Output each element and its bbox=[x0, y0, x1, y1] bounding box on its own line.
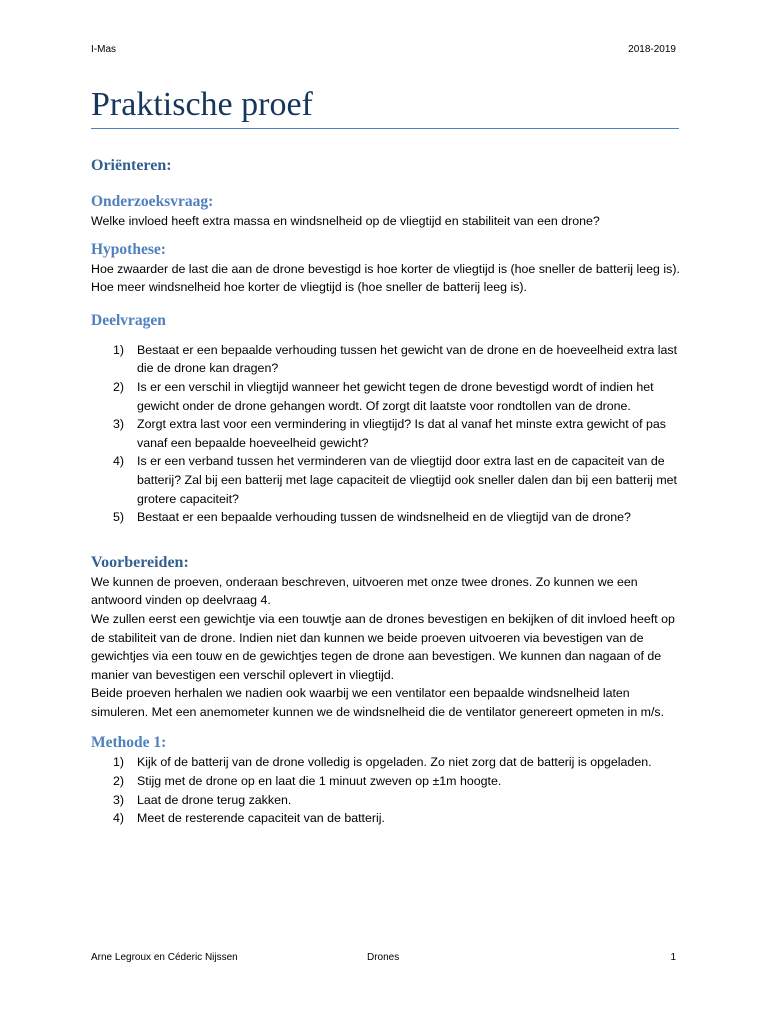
header-right: 2018-2019 bbox=[628, 44, 676, 55]
header-left: I-Mas bbox=[91, 44, 116, 55]
list-text: Is er een verschil in vliegtijd wanneer het gewicht tegen de drone bevestigd wordt of indien het gewicht onder de drone gehangen wordt. Of zorgt dit laatste voor rondtollen van de drone. bbox=[137, 379, 654, 413]
list-item bbox=[91, 508, 681, 527]
list-text: Bestaat er een bepaalde verhouding tussen de windsnelheid en de vliegtijd van de drone? bbox=[137, 510, 631, 525]
list-number: 5) bbox=[113, 510, 125, 525]
footer-authors: Arne Legroux en Céderic Nijssen bbox=[91, 952, 238, 963]
onderzoeksvraag-text: Welke invloed heeft extra massa en windsnelheid op de vliegtijd en stabiliteit van een drone? bbox=[91, 214, 600, 228]
heading-methode-1: Methode 1: bbox=[91, 734, 167, 752]
list-number: 4) bbox=[113, 811, 125, 826]
list-number: 3) bbox=[113, 792, 125, 807]
list-number: 3) bbox=[113, 417, 125, 432]
list-item bbox=[91, 791, 681, 810]
list-item bbox=[91, 378, 681, 415]
hypothese-line-1: Hoe zwaarder de last die aan de drone bevestigd is hoe korter de vliegtijd is (hoe sneller de batterij leeg is). bbox=[91, 261, 680, 276]
list-number: 1) bbox=[113, 342, 125, 357]
heading-deelvragen: Deelvragen bbox=[91, 311, 166, 329]
voorbereiden-paragraph-1: We kunnen de proeven, onderaan beschreven, uitvoeren met onze twee drones. Zo kunnen we een antwoord vinden op deelvraag 4. bbox=[91, 574, 638, 608]
voorbereiden-paragraph-2: We zullen eerst een gewichtje via een touwtje aan de drones bevestigen en bekijken of dit invloed heeft op de stabiliteit van de drone. Indien niet dan kunnen we beide proeven uitvoeren via bevestigen van de gewichtjes via een touw en de gewichtjes tegen de drone aan bevestigen. We kunnen dan nagaan of de manier van bevestigen een verschil oplevert in vliegtijd. bbox=[91, 611, 675, 682]
list-text: Bestaat er een bepaalde verhouding tussen het gewicht van de drone en de hoeveelheid extra last die de drone kan dragen? bbox=[137, 342, 678, 376]
list-number: 2) bbox=[113, 774, 125, 789]
heading-hypothese: Hypothese: bbox=[91, 240, 166, 258]
heading-onderzoeksvraag: Onderzoeksvraag: bbox=[91, 193, 214, 210]
hypothese-line-2: Hoe meer windsnelheid hoe korter de vliegtijd is (hoe sneller de batterij leeg is). bbox=[91, 280, 527, 295]
document-body bbox=[91, 156, 681, 828]
voorbereiden-paragraph-3: Beide proeven herhalen we nadien ook waarbij we een ventilator een bepaalde windsnelheid laten simuleren. Met een anemometer kunnen we de windsnelheid die de ventilator genereert opmeten in m/s. bbox=[91, 686, 665, 719]
footer-subject: Drones bbox=[367, 952, 400, 963]
list-number: 2) bbox=[113, 379, 125, 394]
footer-page-number: 1 bbox=[670, 952, 676, 963]
list-item bbox=[91, 415, 681, 452]
list-item bbox=[91, 753, 681, 772]
list-text: Laat de drone terug zakken. bbox=[137, 792, 292, 807]
list-item bbox=[91, 341, 681, 378]
list-text: Is er een verband tussen het verminderen van de vliegtijd door extra last en de capaciteit van de batterij? Zal bij een batterij met lage capaciteit de vliegtijd ook sneller dalen dan bij een batterij met grotere capaciteit? bbox=[137, 454, 677, 506]
list-item bbox=[91, 452, 681, 508]
list-text: Zorgt extra last voor een vermindering in vliegtijd? Is dat al vanaf het minste extra gewicht of pas vanaf een bepaalde hoeveelheid gewicht? bbox=[137, 417, 666, 450]
section-heading-voorbereiden: Voorbereiden: bbox=[91, 553, 189, 571]
list-text: Meet de resterende capaciteit van de batterij. bbox=[137, 811, 385, 826]
methode-1-list bbox=[91, 753, 681, 827]
section-heading-orienteren: Oriënteren: bbox=[91, 157, 172, 174]
list-number: 1) bbox=[113, 755, 125, 770]
page-title: Praktische proef bbox=[91, 84, 679, 129]
list-item bbox=[91, 772, 681, 791]
deelvragen-list bbox=[91, 341, 681, 527]
list-text: Stijg met de drone op en laat die 1 minuut zweven op ±1m hoogte. bbox=[137, 774, 502, 789]
list-item bbox=[91, 809, 681, 828]
list-number: 4) bbox=[113, 454, 125, 469]
list-text: Kijk of de batterij van de drone volledig is opgeladen. Zo niet zorg dat de batterij is opgeladen. bbox=[137, 755, 652, 770]
